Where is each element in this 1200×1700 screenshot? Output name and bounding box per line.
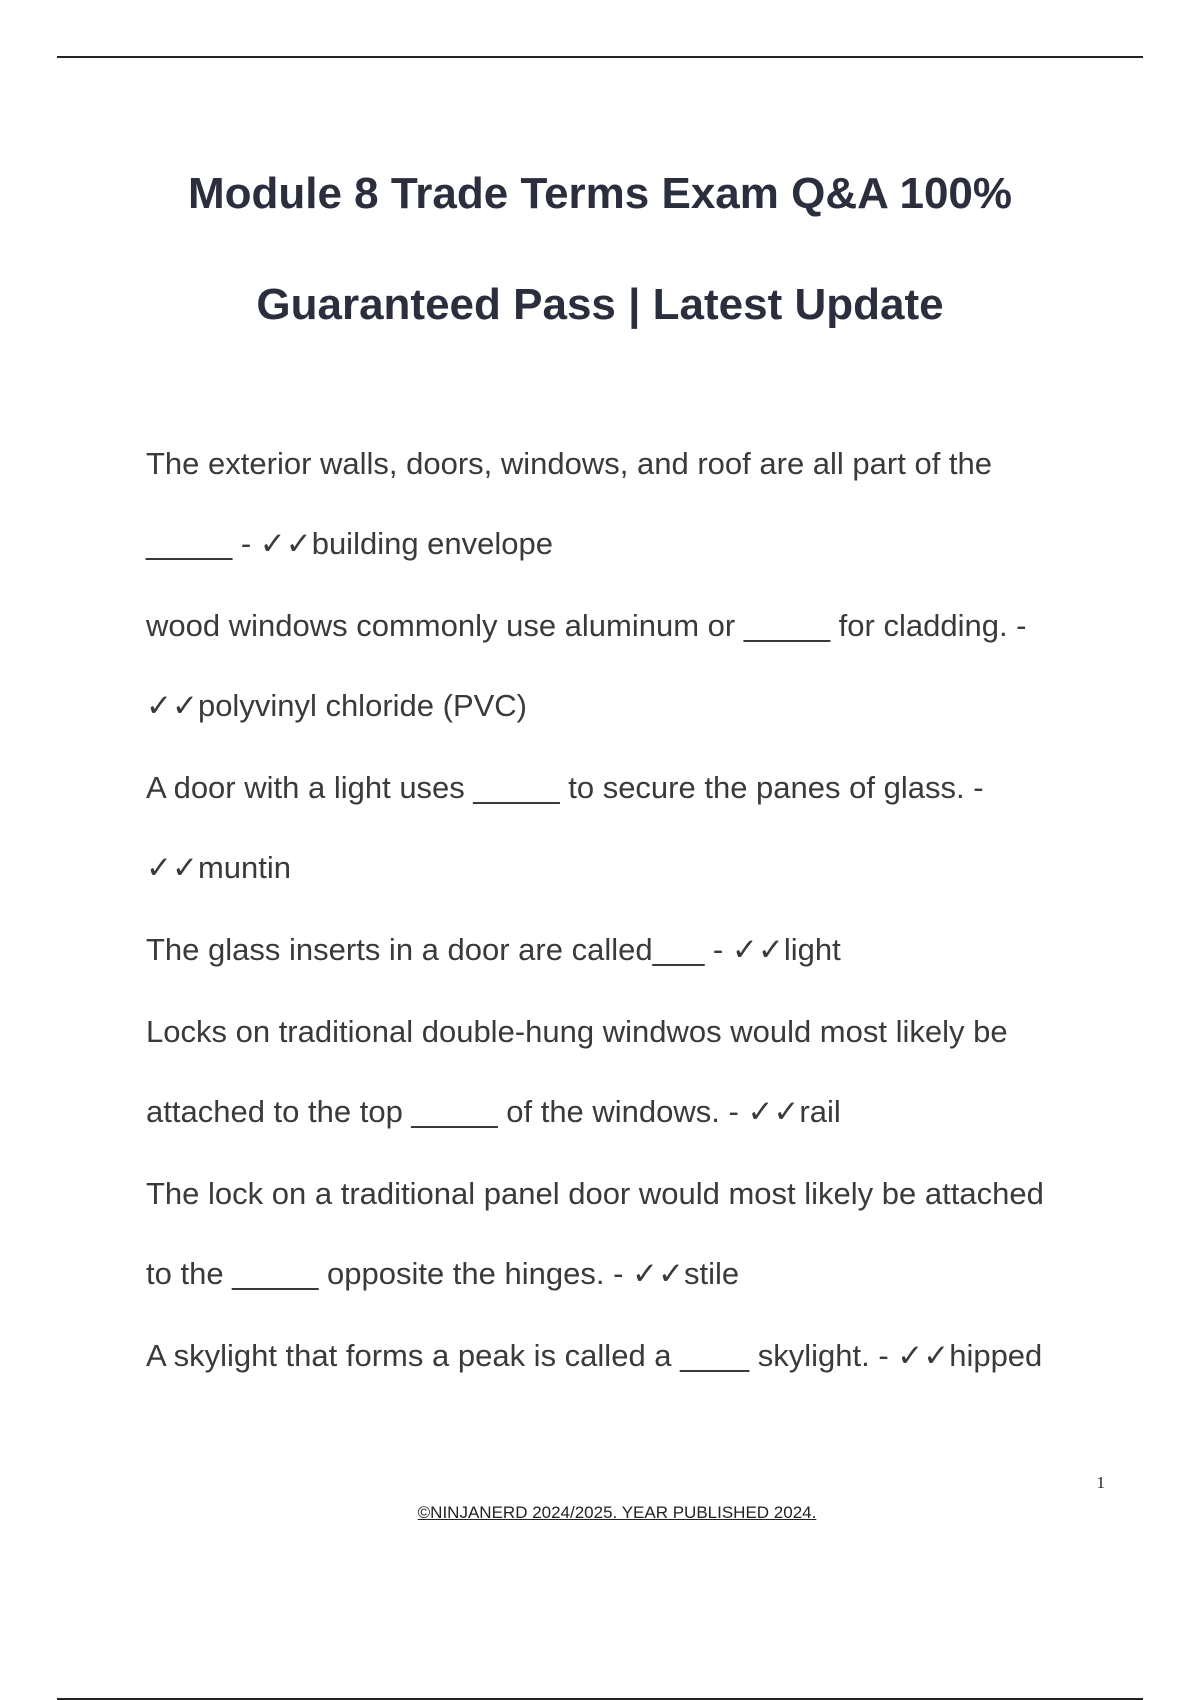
qa-item [146, 992, 1106, 1152]
qa-item [146, 1154, 1106, 1314]
qa-item [146, 910, 1106, 990]
qa-line: attached to the top _____ of the windows. - ✓✓rail [146, 1094, 841, 1129]
document-title [100, 138, 1100, 360]
qa-item [146, 1316, 1106, 1396]
qa-line: The exterior walls, doors, windows, and roof are all part of the [146, 446, 993, 481]
qa-item [146, 424, 1106, 584]
page-number: 1 [1096, 1473, 1105, 1492]
qa-list [146, 424, 1106, 1398]
qa-line: A skylight that forms a peak is called a ____ skylight. - ✓✓hipped [146, 1338, 1043, 1373]
footer-copyright: ©NINJANERD 2024/2025. YEAR PUBLISHED 2024. [417, 1503, 817, 1522]
title-line-2: Guaranteed Pass | Latest Update [256, 280, 944, 329]
qa-line: wood windows commonly use aluminum or _____ for cladding. - [146, 608, 1027, 643]
qa-line: A door with a light uses _____ to secure the panes of glass. - [146, 770, 984, 805]
qa-line: Locks on traditional double-hung windwos would most likely be [146, 1014, 1008, 1049]
qa-line: ✓✓muntin [146, 850, 291, 885]
qa-item [146, 586, 1106, 746]
qa-item [146, 748, 1106, 908]
title-line-1: Module 8 Trade Terms Exam Q&A 100% [187, 169, 1013, 218]
qa-line: ✓✓polyvinyl chloride (PVC) [146, 688, 528, 723]
qa-line: _____ - ✓✓building envelope [146, 526, 554, 561]
top-rule [57, 56, 1143, 58]
qa-line: The lock on a traditional panel door would most likely be attached [146, 1176, 1044, 1211]
qa-line: to the _____ opposite the hinges. - ✓✓stile [146, 1256, 740, 1291]
qa-line: The glass inserts in a door are called___ - ✓✓light [146, 932, 841, 967]
